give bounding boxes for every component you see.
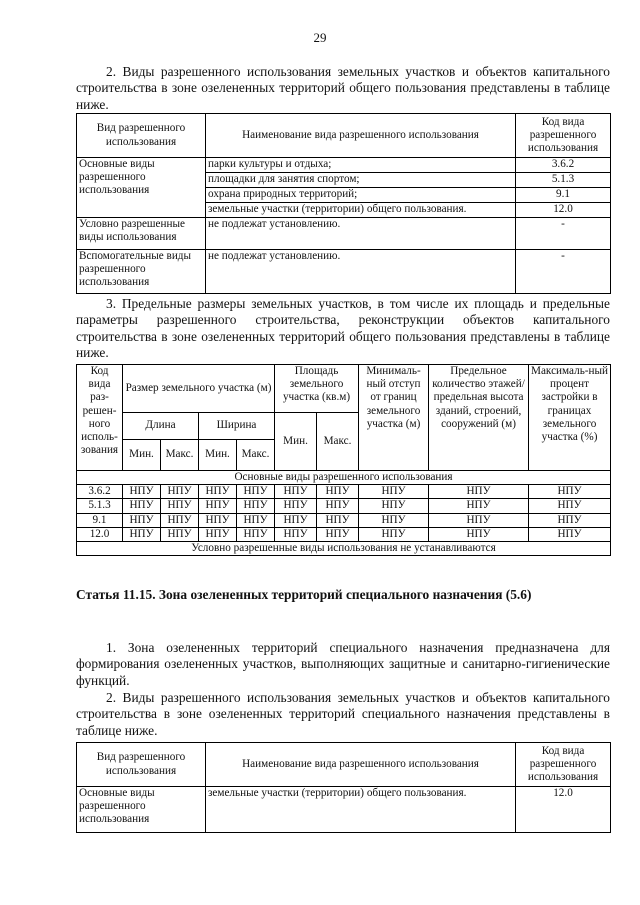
cell: НПУ — [237, 499, 275, 513]
cell: НПУ — [199, 499, 237, 513]
cell: НПУ — [123, 527, 161, 541]
row-code: 9.1 — [77, 513, 123, 527]
auxiliary-uses-code: - — [516, 250, 611, 294]
header-use-type: Вид разрешенного использования — [77, 114, 206, 158]
cell: НПУ — [529, 499, 611, 513]
header-width: Ширина — [199, 413, 275, 440]
use-code: 12.0 — [516, 787, 611, 833]
permitted-use-table — [76, 113, 611, 294]
use-name: охрана природных территорий; — [206, 188, 516, 203]
row-code: 12.0 — [77, 527, 123, 541]
table-row — [77, 485, 611, 499]
cell: НПУ — [275, 485, 317, 499]
header-use-code: Код вида разрешенного использования — [516, 114, 611, 158]
cell: НПУ — [199, 527, 237, 541]
cell: НПУ — [359, 527, 429, 541]
article-heading: Статья 11.15. Зона озелененных территорий специального назначения (5.6) — [76, 587, 532, 602]
row-code: 5.1.3 — [77, 499, 123, 513]
paragraph-zone-purpose: 1. Зона озелененных территорий специального назначения предназначена для формирования озелененных участков, выполняющих защитные и санитарно-гигиенические функций. — [76, 640, 610, 688]
cell: НПУ — [429, 527, 529, 541]
limits-table — [76, 364, 611, 556]
use-code: 9.1 — [516, 188, 611, 203]
cell: НПУ — [161, 513, 199, 527]
use-code: 3.6.2 — [516, 158, 611, 173]
header-area: Площадь земельного участка (кв.м) — [275, 365, 359, 413]
conditional-uses-code: - — [516, 218, 611, 250]
cell: НПУ — [237, 527, 275, 541]
header-use-name: Наименование вида разрешенного использования — [206, 743, 516, 787]
conditional-uses-label: Условно разрешенные виды использования — [77, 218, 206, 250]
cell: НПУ — [123, 485, 161, 499]
cell: НПУ — [359, 485, 429, 499]
header-setback: Минималь-ный отступ от границ земельного участка (м) — [359, 365, 429, 471]
cell: НПУ — [359, 513, 429, 527]
header-use-type: Вид разрешенного использования — [77, 743, 206, 787]
cell: НПУ — [317, 485, 359, 499]
cell: НПУ — [429, 485, 529, 499]
cell: НПУ — [529, 527, 611, 541]
header-area-max: Макс. — [317, 413, 359, 471]
cell: НПУ — [529, 485, 611, 499]
conditional-uses-value: не подлежат установлению. — [206, 218, 516, 250]
cell: НПУ — [161, 527, 199, 541]
special-zone-use-table — [76, 742, 611, 833]
cell: НПУ — [317, 513, 359, 527]
use-name: земельные участки (территории) общего пользования. — [206, 787, 516, 833]
cell: НПУ — [359, 499, 429, 513]
cell: НПУ — [123, 499, 161, 513]
cell: НПУ — [317, 499, 359, 513]
header-use-code: Код вида разрешенного использования — [516, 743, 611, 787]
header-code: Код вида раз-решен-ного исполь-зования — [77, 365, 123, 471]
cell: НПУ — [237, 485, 275, 499]
paragraph-zone-types: 2. Виды разрешенного использования земельных участков и объектов капитального строительства в зоне озелененных территорий специального назначения представлены в таблице ниже. — [76, 690, 610, 738]
paragraph-limits-intro: 3. Предельные размеры земельных участков, в том числе их площадь и предельные параметры разрешенного строительства, реконструкции объектов капитального строительства в зоне озелененных территорий общего пользования представлены в таблице ниже. — [76, 296, 610, 361]
use-name: земельные участки (территории) общего пользования. — [206, 203, 516, 218]
use-name: площадки для занятия спортом; — [206, 173, 516, 188]
cell: НПУ — [275, 527, 317, 541]
header-length-min: Мин. — [123, 440, 161, 471]
cell: НПУ — [237, 513, 275, 527]
table-row — [77, 527, 611, 541]
auxiliary-uses-label: Вспомогательные виды разрешенного использования — [77, 250, 206, 294]
header-length-max: Макс. — [161, 440, 199, 471]
use-code: 12.0 — [516, 203, 611, 218]
header-use-name: Наименование вида разрешенного использования — [206, 114, 516, 158]
header-percent: Максималь-ный процент застройки в границах земельного участка (%) — [529, 365, 611, 471]
table-row — [77, 499, 611, 513]
main-uses-label: Основные виды разрешенного использования — [77, 787, 206, 833]
cell: НПУ — [199, 513, 237, 527]
header-size: Размер земельного участка (м) — [123, 365, 275, 413]
paragraph-types-intro: 2. Виды разрешенного использования земельных участков и объектов капитального строительства в зоне озелененных территорий общего пользования представлены в таблице ниже. — [76, 64, 610, 112]
cell: НПУ — [123, 513, 161, 527]
cell: НПУ — [199, 485, 237, 499]
cell: НПУ — [429, 513, 529, 527]
page-number: 29 — [313, 30, 327, 45]
cell: НПУ — [275, 513, 317, 527]
main-uses-label: Основные виды разрешенного использования — [77, 158, 206, 218]
cell: НПУ — [161, 485, 199, 499]
cell: НПУ — [529, 513, 611, 527]
table-row — [77, 513, 611, 527]
header-width-min: Мин. — [199, 440, 237, 471]
cell: НПУ — [161, 499, 199, 513]
cell: НПУ — [275, 499, 317, 513]
cell: НПУ — [429, 499, 529, 513]
section-main: Основные виды разрешенного использования — [77, 471, 611, 485]
section-conditional: Условно разрешенные виды использования не устанавливаются — [77, 542, 611, 556]
use-code: 5.1.3 — [516, 173, 611, 188]
header-area-min: Мин. — [275, 413, 317, 471]
auxiliary-uses-value: не подлежат установлению. — [206, 250, 516, 294]
row-code: 3.6.2 — [77, 485, 123, 499]
header-length: Длина — [123, 413, 199, 440]
use-name: парки культуры и отдыха; — [206, 158, 516, 173]
cell: НПУ — [317, 527, 359, 541]
header-width-max: Макс. — [237, 440, 275, 471]
header-floors: Предельное количество этажей/ предельная высота зданий, строений, сооружений (м) — [429, 365, 529, 471]
